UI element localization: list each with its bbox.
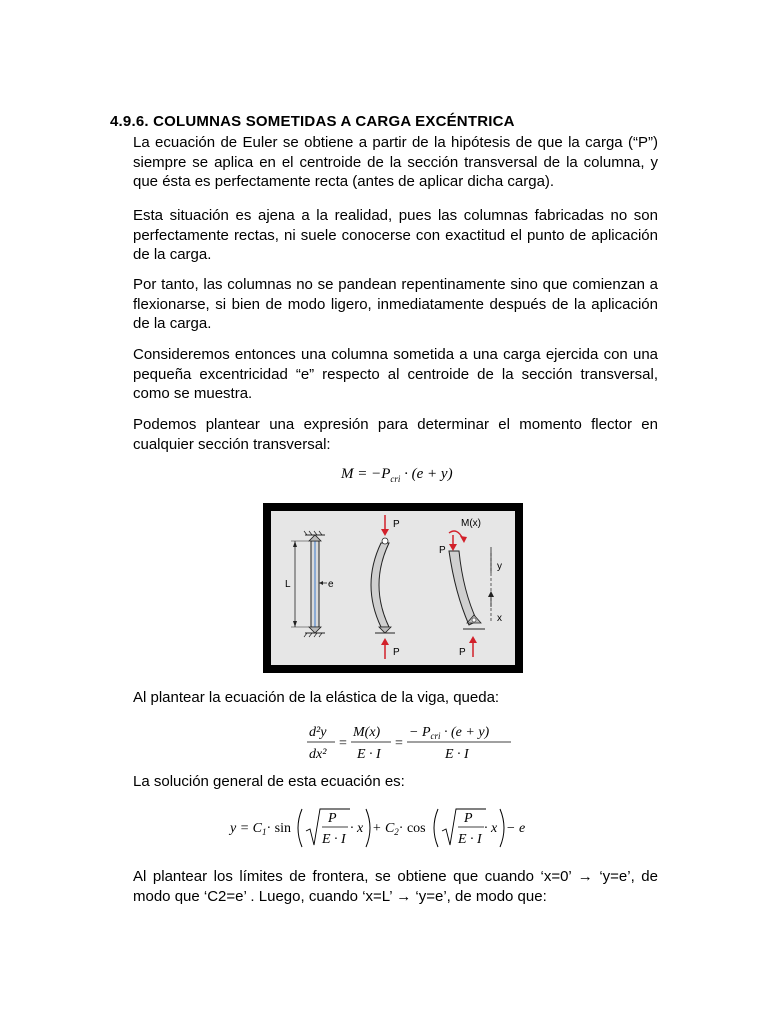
paragraph-flexion: Por tanto, las columnas no se pandean repentinamente sino que comienzan a flexionarse, si bien de modo ligero, inmediatamente después de la aplicación de la carga.	[133, 276, 658, 332]
column-figure	[263, 503, 523, 673]
eq3-frac1-num: P	[328, 811, 337, 826]
eq2-num3: − $P_{cri} \cdot (e + y)$	[409, 725, 490, 741]
eq2-den1: dx²	[309, 747, 327, 762]
eq3-frac2-num: P	[464, 811, 473, 826]
eq2-num2: M(x)	[353, 725, 381, 740]
label-P-right-top: P	[439, 545, 446, 556]
paragraph-eccentricity: Consideremos entonces una columna sometida a una carga ejercida con una pequeña excentricidad “e” respecto al centroide de la sección transversal, como se muestra.	[133, 346, 658, 402]
svg-text:· x: · x	[350, 821, 364, 836]
eq3-frac2-den: E · I	[458, 832, 482, 847]
label-x: x	[497, 613, 502, 624]
section-heading: 4.9.6. COLUMNAS SOMETIDAS A CARGA EXCÉNTRICA	[110, 113, 515, 130]
paragraph-boundary: Al plantear los límites de frontera, se obtiene que cuando ‘x=0’ → ‘y=e’, de modo que ‘C2=e’ . Luego, cuando ‘x=L’ → ‘y=e’, de modo que:	[133, 868, 658, 905]
label-Mx: M(x)	[461, 518, 481, 529]
paragraph-reality: Esta situación es ajena a la realidad, pues las columnas fabricadas no son perfectamente rectas, ni suele conocerse con exactitud el punto de aplicación de la carga.	[133, 207, 658, 263]
label-P-bottom: P	[393, 647, 400, 658]
svg-text:=: =	[339, 736, 347, 751]
paragraph-general-solution: La solución general de esta ecuación es:	[133, 773, 405, 790]
label-e: e	[328, 579, 334, 590]
svg-text:+ C2· cos: + $C_2\cdot \cos$	[372, 821, 426, 837]
paragraph-euler-hypothesis: La ecuación de Euler se obtiene a partir de la hipótesis de que la carga (“P”) siempre se aplica en el centroide de la sección transversal de la columna, y que ésta es perfectamente recta (antes de aplicar dicha carga).	[133, 134, 658, 190]
eq2-den3: E · I	[445, 747, 469, 762]
eq3-frac1-den: E · I	[322, 832, 346, 847]
eq2-den2: E · I	[357, 747, 381, 762]
paragraph-elastic-intro: Al plantear la ecuación de la elástica de la viga, queda:	[133, 689, 500, 706]
svg-text:y = C1· sin: $y = C_1\cdot \sin$	[230, 821, 291, 837]
label-y: y	[497, 561, 502, 572]
equation-moment: $M = -P_{cri} \cdot (e + y)$	[341, 466, 453, 484]
label-P-right-bottom: P	[459, 647, 466, 658]
label-P-top: P	[393, 519, 400, 530]
eq2-num1: d²y	[309, 725, 327, 740]
svg-text:=: =	[395, 736, 403, 751]
label-L: L	[285, 579, 291, 590]
svg-text:− e: − e	[506, 821, 526, 836]
svg-text:· x: · x	[484, 821, 498, 836]
equation-general-solution	[228, 803, 528, 853]
paragraph-moment-intro: Podemos plantear una expresión para determinar el momento flector en cualquier sección transversal:	[133, 416, 658, 453]
equation-elastic	[305, 720, 515, 764]
